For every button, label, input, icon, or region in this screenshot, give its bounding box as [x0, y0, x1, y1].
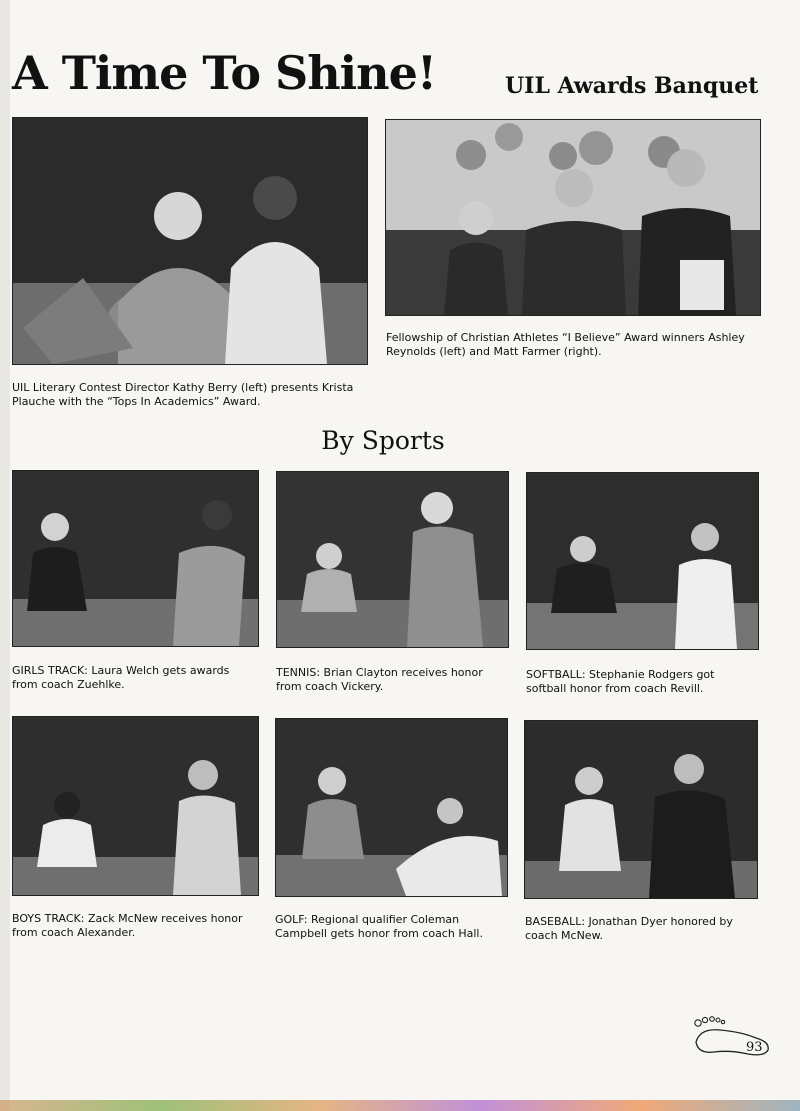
page-edge	[0, 0, 10, 1111]
caption-baseball	[525, 915, 757, 943]
caption-text: Brian Clayton receives honor from coach Vickery.	[276, 666, 483, 693]
photo-boys-track	[12, 716, 259, 896]
page-bottom-edge	[0, 1100, 800, 1111]
page-subtitle: UIL Awards Banquet	[505, 73, 759, 99]
caption-text: Stephanie Rodgers got softball honor from coach Revill.	[526, 668, 715, 695]
caption-text: Jonathan Dyer honored by coach McNew.	[525, 915, 733, 942]
sport-label: BOYS TRACK:	[12, 912, 85, 925]
caption-girls-track	[12, 664, 258, 692]
photo-literary-award	[12, 117, 368, 365]
sport-label: GOLF:	[275, 913, 308, 926]
page-number: 93	[746, 1040, 763, 1055]
page-title: A Time To Shine!	[12, 46, 437, 100]
photo-girls-track	[12, 470, 259, 647]
caption-golf	[275, 913, 507, 941]
caption-text: Regional qualifier Coleman Campbell gets honor from coach Hall.	[275, 913, 483, 940]
section-title: By Sports	[321, 426, 445, 455]
caption-text: Laura Welch gets awards from coach Zuehlke.	[12, 664, 230, 691]
literary-caption: UIL Literary Contest Director Kathy Berry (left) presents Krista Plauche with the “Tops In Academics” Award.	[12, 381, 354, 408]
fca-caption: Fellowship of Christian Athletes “I Believe” Award winners Ashley Reynolds (left) and Matt Farmer (right).	[386, 331, 745, 358]
photo-softball	[526, 472, 759, 650]
sport-label: BASEBALL:	[525, 915, 586, 928]
sport-label: SOFTBALL:	[526, 668, 586, 681]
photo-golf	[275, 718, 508, 897]
caption-tennis	[276, 666, 508, 694]
caption-text: Zack McNew receives honor from coach Alexander.	[12, 912, 243, 939]
photo-tennis	[276, 471, 509, 648]
photo-fca-award	[385, 119, 761, 316]
caption-softball	[526, 668, 758, 696]
caption-boys-track	[12, 912, 258, 940]
photo-baseball	[524, 720, 758, 899]
sport-label: GIRLS TRACK:	[12, 664, 88, 677]
sport-label: TENNIS:	[276, 666, 321, 679]
